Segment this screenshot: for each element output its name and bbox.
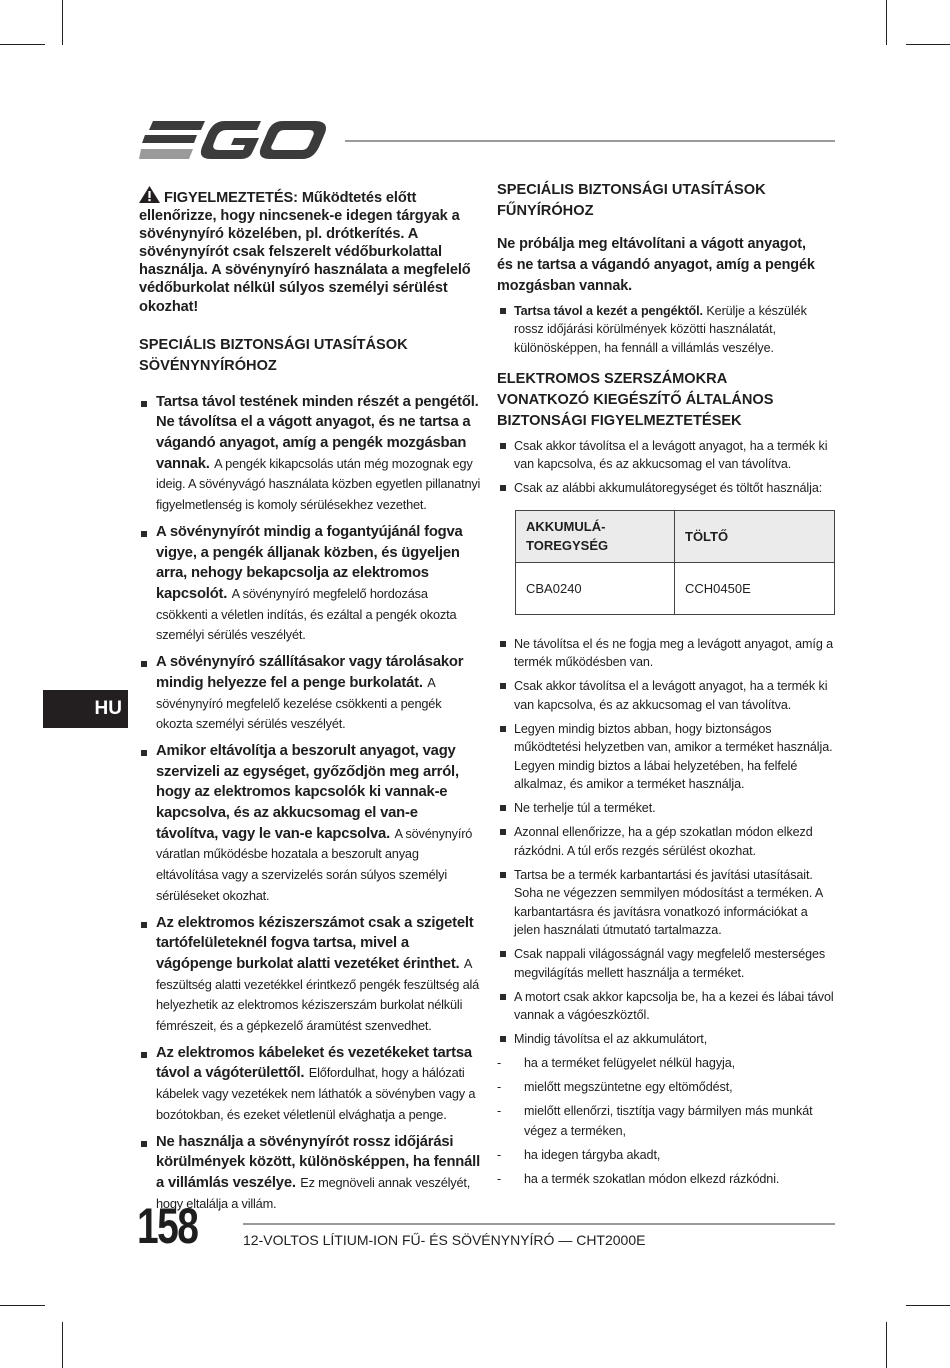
footer-rule bbox=[243, 1223, 835, 1225]
section-heading: SPECIÁLIS BIZTONSÁGI UTASÍTÁSOK FŰNYÍRÓHOZ bbox=[497, 182, 766, 219]
bullet-icon bbox=[141, 661, 147, 667]
section-heading: SPECIÁLIS BIZTONSÁGI UTASÍTÁSOK SÖVÉNYNYÍRÓHOZ bbox=[139, 336, 408, 374]
item-text: Csak akkor távolítsa el a levágott anyagot, ha a termék ki van kapcsolva, és az akkucsomag el van távolítva. bbox=[514, 679, 828, 712]
bullet-icon bbox=[500, 994, 506, 1000]
list-item bbox=[497, 720, 837, 793]
header-battery: AKKUMULÁ-TOREGYSÉG bbox=[526, 519, 609, 554]
list-item bbox=[139, 1043, 481, 1126]
item-text: mielőtt ellenőrzi, tisztítja vagy bármilyen más munkát végez a terméken, bbox=[524, 1103, 813, 1138]
warning-text: Működtetés előtt ellenőrizze, hogy nincsenek-e idegen tárgyak a sövénynyíró közelében, pl. drótkerítés. A sövénynyírót csak felszerelt védőburkolattal használja. A sövénynyíró használata a megfelelő védőburkolat nélkül súlyos személyi sérülést okozhat! bbox=[139, 190, 471, 315]
dash-item bbox=[497, 1053, 837, 1073]
table-row bbox=[516, 562, 835, 614]
table-header-cell: TÖLTŐ bbox=[675, 510, 835, 562]
dash-icon: - bbox=[497, 1171, 502, 1186]
left-column bbox=[139, 186, 481, 1214]
dash-item bbox=[497, 1145, 837, 1165]
bullet-icon bbox=[141, 1141, 147, 1147]
bullet-icon bbox=[500, 641, 506, 647]
item-bold-text: Az elektromos kéziszerszámot csak a szigetelt tartófelületeknél fogva tartsa, mivel a vágópenge burkolat alatti vezetéket érinthet. bbox=[156, 914, 474, 972]
crop-mark bbox=[906, 44, 950, 45]
list-item bbox=[497, 635, 837, 672]
item-bold-text: Tartsa távol testének minden részét a pengétől. Ne távolítsa el a vágott anyagot, és ne tartsa a vágandó anyagot, amíg a pengék mozgásban vannak. bbox=[156, 393, 479, 472]
section-heading: ELEKTROMOS SZERSZÁMOKRA VONATKOZÓ KIEGÉSZÍTŐ ÁLTALÁNOS BIZTONSÁGI FIGYELMEZTETÉSEK bbox=[497, 370, 774, 429]
crop-mark bbox=[0, 1305, 45, 1306]
bullet-icon bbox=[500, 443, 506, 449]
battery-charger-table bbox=[515, 510, 835, 615]
item-text: ha a termék szokatlan módon elkezd rázkódni. bbox=[524, 1171, 780, 1186]
table-header-cell bbox=[516, 510, 675, 562]
bullet-icon bbox=[500, 485, 506, 491]
list-item bbox=[497, 479, 837, 497]
list-b bbox=[497, 635, 837, 1049]
list-item bbox=[497, 437, 837, 474]
item-bold-text: Az elektromos kábeleket és vezetékeket tartsa távol a vágóterülettől. bbox=[156, 1044, 472, 1082]
list-item bbox=[497, 866, 837, 939]
bullet-icon bbox=[500, 726, 506, 732]
item-text: A motort csak akkor kapcsolja be, ha a kezei és lábai távol vannak a vágóeszköztől. bbox=[514, 989, 834, 1023]
item-text: Azonnal ellenőrizze, ha a gép szokatlan módon elkezd rázkódni. A túl erős rezgés sérülést okozhat. bbox=[514, 825, 813, 858]
item-text: Kerülje a készülék rossz időjárási körülmények közötti használatát, különösképpen, ha fennáll a villámlás veszélye. bbox=[514, 304, 807, 355]
item-text: Csak nappali világosságnál vagy megfelelő mesterséges megvilágítás mellett használja a terméket. bbox=[514, 947, 826, 980]
item-text: Mindig távolítsa el az akkumulátort, bbox=[514, 1032, 708, 1047]
item-text: A sövénynyíró váratlan működésbe hozatala a beszorult anyag eltávolítása vagy a szervizelés során súlyos személyi sérüléseket okozhat. bbox=[156, 825, 473, 903]
crop-mark bbox=[906, 1305, 950, 1306]
item-text: Csak akkor távolítsa el a levágott anyagot, ha a termék ki van kapcsolva, és az akkucsomag el van távolítva. bbox=[514, 438, 828, 472]
list-item bbox=[497, 988, 837, 1025]
crop-mark bbox=[62, 0, 63, 45]
list-item bbox=[497, 1030, 837, 1048]
item-text: Ne távolítsa el és ne fogja meg a levágott anyagot, amíg a termék működésben van. bbox=[514, 636, 834, 670]
battery-table-wrap bbox=[515, 510, 837, 615]
item-text: Csak az alábbi akkumulátoregységet és töltőt használja: bbox=[514, 481, 823, 496]
bullet-icon bbox=[500, 308, 506, 314]
list-item bbox=[497, 677, 837, 714]
bullet-icon bbox=[500, 683, 506, 689]
dash-icon: - bbox=[497, 1103, 502, 1118]
item-text: A sövénynyíró megfelelő hordozása csökkenti a véletlen indítás, és ezáltal a pengék okozta személyi sérülés veszélyét. bbox=[156, 585, 457, 643]
item-text: ha a terméket felügyelet nélkül hagyja, bbox=[524, 1055, 736, 1070]
item-bold-text: Amikor eltávolítja a beszorult anyagot, vagy szervizeli az egységet, győződjön meg arról, hogy az elektromos kapcsolók ki vannak-e kapcsolva, és az akkucsomag el van-e távolítva, vagy le van-e kapcsolva. bbox=[156, 742, 459, 842]
item-text: Előfordulhat, hogy a hálózati kábelek vagy vezetékek nem láthatók a sövényben vagy a bozótokban, és ezeket véletlenül elvághatja a penge. bbox=[156, 1065, 476, 1122]
item-text: A pengék kikapcsolás után még mozognak egy ideig. A sövényvágó használata közben egyetlen pillanatnyi figyelmetlenség is komoly sérülésekhez vezethet. bbox=[156, 455, 481, 513]
warning-label: FIGYELMEZTETÉS: bbox=[164, 190, 298, 206]
list-a bbox=[497, 437, 837, 498]
dash-item bbox=[497, 1101, 837, 1141]
item-bold-text: Tartsa távol a kezét a pengéktől. bbox=[514, 304, 703, 318]
left-list bbox=[139, 392, 481, 1215]
item-text: Tartsa be a termék karbantartási és javítási utasításait. Soha ne végezzen semmilyen módosítást a terméken. A karbantartásra és javításra vonatkozó információkat a jelen használati útmutató tartalmazza. bbox=[514, 868, 823, 937]
bullet-icon bbox=[141, 922, 147, 928]
warning-icon bbox=[139, 186, 160, 203]
list-item bbox=[139, 652, 481, 735]
bullet-icon bbox=[141, 750, 147, 756]
list-item bbox=[139, 392, 481, 516]
item-text: A sövénynyíró megfelelő kezelése csökkenti a pengék okozta személyi sérülés veszélyét. bbox=[156, 674, 442, 732]
table-cell: CCH0450E bbox=[675, 562, 835, 614]
page-number: 158 bbox=[137, 1198, 198, 1254]
ego-logo bbox=[139, 119, 327, 161]
item-bold-text: A sövénynyíró szállításakor vagy tárolásakor mindig helyezze fel a penge burkolatát. bbox=[156, 654, 464, 691]
item-text: Ne terhelje túl a terméket. bbox=[514, 801, 656, 816]
dash-list bbox=[497, 1053, 837, 1189]
dash-item bbox=[497, 1169, 837, 1189]
warning-paragraph bbox=[139, 186, 481, 316]
header-rule bbox=[345, 140, 835, 142]
bullet-icon bbox=[500, 1036, 506, 1042]
item-text: mielőtt megszüntetne egy eltömődést, bbox=[524, 1079, 733, 1094]
language-tab: HU bbox=[43, 690, 128, 728]
item-bold-text: Ne használja a sövénynyírót rossz időjárási körülmények között, különösképpen, ha fennáll a villámlás veszélye. bbox=[156, 1133, 480, 1191]
list-item bbox=[497, 823, 837, 860]
list-item bbox=[139, 913, 481, 1037]
dash-icon: - bbox=[497, 1147, 502, 1162]
table-header-row bbox=[516, 510, 835, 562]
dash-icon: - bbox=[497, 1079, 502, 1094]
item-text: A feszültség alatti vezetékkel érintkező pengék feszültség alá helyezhetik az elektromos kéziszerszám burkolat nélküli fémrészeit, és a gépkezelő áramütést szenvedhet. bbox=[156, 955, 480, 1034]
list-item bbox=[497, 799, 837, 817]
list-item bbox=[497, 945, 837, 982]
dash-icon: - bbox=[497, 1055, 502, 1070]
list-item bbox=[139, 741, 481, 907]
crop-mark bbox=[886, 0, 887, 45]
bullet-icon bbox=[500, 951, 506, 957]
right-column bbox=[497, 180, 837, 1189]
list-item bbox=[497, 302, 837, 357]
bullet-icon bbox=[500, 829, 506, 835]
item-text: ha idegen tárgyba akadt, bbox=[524, 1147, 661, 1162]
item-text: Ez megnöveli annak veszélyét, hogy eltalálja a villám. bbox=[156, 1174, 471, 1211]
footer-title: 12-VOLTOS LÍTIUM-ION FŰ- ÉS SÖVÉNYNYÍRÓ — CHT2000E bbox=[243, 1232, 646, 1248]
table-cell: CBA0240 bbox=[516, 562, 675, 614]
bullet-icon bbox=[141, 531, 147, 537]
dash-item bbox=[497, 1077, 837, 1097]
list-item bbox=[139, 522, 481, 646]
bullet-icon bbox=[141, 1052, 147, 1058]
crop-mark bbox=[62, 1322, 63, 1368]
bullet-icon bbox=[141, 401, 147, 407]
bullet-icon bbox=[500, 805, 506, 811]
item-text: Legyen mindig biztos abban, hogy biztonságos működtetési helyzetben van, amikor a terméket használja. Legyen mindig biztos a lábai helyzetében, ha felfelé alkalmaz, és amikor a terméket használja. bbox=[514, 721, 833, 791]
bullet-icon bbox=[500, 872, 506, 878]
crop-mark bbox=[886, 1322, 887, 1368]
intro-paragraph: Ne próbálja meg eltávolítani a vágott anyagot, és ne tartsa a vágandó anyagot, amíg a pengék mozgásban vannak. bbox=[497, 236, 815, 294]
crop-mark bbox=[0, 44, 45, 45]
item-bold-text: A sövénynyírót mindig a fogantyújánál fogva vigye, a pengék álljanak közben, és ügyeljen arra, nehogy bekapcsolja az elektromos kapcsolót. bbox=[156, 523, 463, 602]
